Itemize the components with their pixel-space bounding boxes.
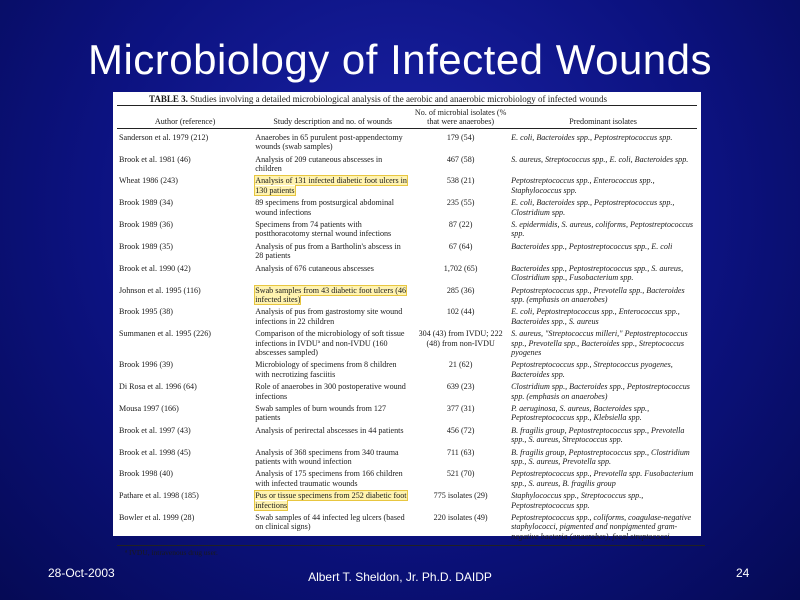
cell-study-text: Specimens from 74 patients with postthoracotomy sternal wound infections bbox=[255, 220, 392, 239]
cell-predominant bbox=[509, 359, 697, 381]
cell-predominant-text: Peptostreptococcus spp., Streptococcus pyogenes, Bacteroides spp. bbox=[511, 360, 673, 379]
cell-predominant-text: Peptostreptococcus spp., coliforms, coagulase-negative staphylococci, pigmented and nonpigmented gram-negative bacteria (anaerobes), fecal streptococci bbox=[511, 513, 692, 541]
cell-study-text: Analysis of 131 infected diabetic foot ulcers in 130 patients bbox=[255, 176, 407, 195]
cell-author-text: Brook et al. 1997 (43) bbox=[119, 425, 191, 435]
cell-study bbox=[253, 359, 412, 381]
table-row bbox=[117, 153, 697, 175]
cell-study-text: Comparison of the microbiology of soft tissue infections in IVDUª and non-IVDU (160 abscesses sampled) bbox=[255, 329, 405, 357]
table-row bbox=[117, 468, 697, 490]
cell-predominant bbox=[509, 306, 697, 328]
cell-isolates bbox=[412, 424, 509, 446]
cell-isolates bbox=[412, 284, 509, 306]
cell-study-text: Swab samples from 43 diabetic foot ulcers (46 infected sites) bbox=[255, 285, 407, 304]
cell-author-text: Brook 1998 (40) bbox=[119, 469, 173, 479]
cell-isolates bbox=[412, 262, 509, 284]
cell-author bbox=[117, 468, 253, 490]
cell-author bbox=[117, 197, 253, 219]
cell-author bbox=[117, 512, 253, 543]
cell-isolates-text: 285 (36) bbox=[446, 285, 475, 295]
cell-predominant bbox=[509, 262, 697, 284]
cell-predominant-text: Bacteroides spp., Peptostreptococcus spp., E. coli bbox=[511, 241, 673, 251]
cell-isolates-text: 179 (54) bbox=[446, 132, 475, 142]
table-row bbox=[117, 359, 697, 381]
table-row bbox=[117, 446, 697, 468]
cell-isolates-text: 235 (55) bbox=[446, 198, 475, 208]
cell-study-text: Analysis of pus from a Bartholin's abscess in 28 patients bbox=[255, 241, 401, 261]
cell-author-text: Di Rosa et al. 1996 (64) bbox=[119, 382, 197, 392]
studies-table bbox=[117, 105, 697, 543]
cell-study bbox=[253, 328, 412, 359]
cell-author bbox=[117, 262, 253, 284]
footer-date: 28-Oct-2003 bbox=[48, 566, 115, 580]
cell-isolates bbox=[412, 512, 509, 543]
cell-author-text: Mousa 1997 (166) bbox=[119, 403, 179, 413]
cell-predominant-text: S. epidermidis, S. aureus, coliforms, Peptostreptococcus spp. bbox=[511, 220, 694, 239]
cell-isolates-text: 220 isolates (49) bbox=[433, 513, 488, 523]
cell-author bbox=[117, 359, 253, 381]
cell-author bbox=[117, 424, 253, 446]
cell-predominant-text: P. aeruginosa, S. aureus, Bacteroides spp., Peptostreptococcus spp., Klebsiella spp. bbox=[511, 403, 650, 423]
cell-study bbox=[253, 306, 412, 328]
cell-predominant-text: Staphylococcus spp., Streptococcus spp., Peptostreptococcus spp. bbox=[511, 491, 644, 510]
cell-predominant bbox=[509, 512, 697, 543]
cell-predominant bbox=[509, 197, 697, 219]
table-caption bbox=[113, 92, 701, 105]
cell-predominant bbox=[509, 328, 697, 359]
cell-isolates-text: 21 (62) bbox=[448, 360, 473, 370]
table-row bbox=[117, 219, 697, 241]
cell-predominant bbox=[509, 219, 697, 241]
cell-study-text: 89 specimens from postsurgical abdominal wound infections bbox=[255, 198, 394, 217]
table-footnote: ª IVDU, intravenous drug user. bbox=[117, 545, 705, 557]
cell-study-text: Pus or tissue specimens from 252 diabetic foot infections bbox=[255, 491, 407, 510]
cell-isolates bbox=[412, 219, 509, 241]
cell-author-text: Brook et al. 1990 (42) bbox=[119, 263, 191, 273]
table-row bbox=[117, 128, 697, 153]
cell-predominant-text: E. coli, Bacteroides spp., Peptostreptococcus spp. bbox=[511, 132, 673, 142]
table-row bbox=[117, 284, 697, 306]
cell-author bbox=[117, 219, 253, 241]
table-row bbox=[117, 424, 697, 446]
cell-isolates-text: 521 (70) bbox=[446, 469, 475, 479]
cell-predominant-text: S. aureus, Streptococcus spp., E. coli, Bacteroides spp. bbox=[511, 154, 689, 164]
cell-predominant bbox=[509, 446, 697, 468]
table-caption-label: TABLE 3. bbox=[149, 94, 188, 104]
cell-isolates-text: 639 (23) bbox=[446, 382, 475, 392]
table-row bbox=[117, 328, 697, 359]
cell-isolates-text: 102 (44) bbox=[446, 307, 475, 317]
cell-predominant-text: B. fragilis group, Peptostreptococcus spp., Clostridium spp., S. aureus, Prevotella spp. bbox=[511, 447, 690, 466]
cell-predominant-text: B. fragilis group, Peptostreptococcus spp., Prevotella spp., S. aureus, Streptococcus spp. bbox=[511, 425, 685, 445]
cell-study bbox=[253, 128, 412, 153]
cell-author bbox=[117, 381, 253, 403]
cell-study bbox=[253, 490, 412, 512]
table-image bbox=[113, 92, 701, 557]
table-row bbox=[117, 240, 697, 262]
cell-author bbox=[117, 284, 253, 306]
cell-isolates bbox=[412, 381, 509, 403]
header-author: Author (reference) bbox=[117, 106, 253, 129]
cell-predominant bbox=[509, 424, 697, 446]
table-row bbox=[117, 175, 697, 197]
cell-author-text: Brook 1996 (39) bbox=[119, 360, 173, 370]
table-row bbox=[117, 262, 697, 284]
cell-isolates bbox=[412, 240, 509, 262]
cell-predominant bbox=[509, 128, 697, 153]
cell-predominant-text: E. coli, Peptostreptococcus spp., Enterococcus spp., Bacteroides spp., S. aureus bbox=[511, 307, 680, 326]
cell-study-text: Analysis of 368 specimens from 340 trauma patients with wound infection bbox=[255, 447, 399, 466]
cell-author bbox=[117, 240, 253, 262]
cell-isolates-text: 67 (64) bbox=[448, 241, 473, 251]
page-number: 24 bbox=[736, 566, 750, 580]
cell-study bbox=[253, 284, 412, 306]
cell-author-text: Brook 1989 (36) bbox=[119, 220, 173, 230]
cell-isolates-text: 775 isolates (29) bbox=[433, 491, 488, 501]
cell-study-text: Swab samples of 44 infected leg ulcers (based on clinical signs) bbox=[255, 513, 405, 532]
header-predominant: Predominant isolates bbox=[509, 106, 697, 129]
cell-study-text: Anaerobes in 65 purulent post-appendectomy wounds (swab samples) bbox=[255, 132, 403, 152]
cell-isolates-text: 87 (22) bbox=[448, 220, 473, 230]
cell-predominant bbox=[509, 240, 697, 262]
cell-study bbox=[253, 468, 412, 490]
cell-author bbox=[117, 328, 253, 359]
cell-isolates-text: 711 (63) bbox=[446, 447, 475, 457]
cell-predominant bbox=[509, 284, 697, 306]
header-isolates: No. of microbial isolates (% that were anaerobes) bbox=[412, 106, 509, 129]
cell-predominant-text: S. aureus, "Streptococcus milleri," Peptostreptococcus spp., Prevotella spp., Bacteroides spp., Streptococcus pyogenes bbox=[511, 329, 688, 357]
cell-isolates bbox=[412, 197, 509, 219]
table-body bbox=[117, 128, 697, 542]
cell-author-text: Johnson et al. 1995 (116) bbox=[119, 285, 201, 295]
cell-isolates-text: 377 (31) bbox=[446, 403, 475, 413]
cell-study bbox=[253, 175, 412, 197]
cell-author bbox=[117, 128, 253, 153]
table-caption-text: Studies involving a detailed microbiological analysis of the aerobic and anaerobic microbiology of infected wounds bbox=[190, 94, 607, 104]
table-header-row bbox=[117, 106, 697, 129]
cell-author-text: Brook et al. 1998 (45) bbox=[119, 447, 191, 457]
cell-author-text: Summanen et al. 1995 (226) bbox=[119, 329, 211, 339]
header-study: Study description and no. of wounds bbox=[253, 106, 412, 129]
table-row bbox=[117, 381, 697, 403]
cell-study bbox=[253, 402, 412, 424]
cell-author bbox=[117, 153, 253, 175]
cell-isolates-text: 467 (58) bbox=[446, 154, 475, 164]
cell-predominant-text: Peptostreptococcus spp., Prevotella spp. Fusobacterium spp., S. aureus, B. fragilis group bbox=[511, 469, 694, 488]
cell-isolates bbox=[412, 175, 509, 197]
cell-study-text: Role of anaerobes in 300 postoperative wound infections bbox=[255, 382, 406, 401]
cell-study bbox=[253, 262, 412, 284]
cell-author-text: Pathare et al. 1998 (185) bbox=[119, 491, 199, 501]
cell-isolates bbox=[412, 359, 509, 381]
cell-study bbox=[253, 424, 412, 446]
cell-author-text: Brook 1995 (38) bbox=[119, 307, 173, 317]
cell-study bbox=[253, 240, 412, 262]
cell-predominant bbox=[509, 402, 697, 424]
cell-isolates bbox=[412, 490, 509, 512]
cell-isolates bbox=[412, 446, 509, 468]
cell-study bbox=[253, 512, 412, 543]
cell-isolates bbox=[412, 306, 509, 328]
table-row bbox=[117, 197, 697, 219]
table-row bbox=[117, 512, 697, 543]
cell-predominant-text: Clostridium spp., Bacteroides spp., Peptostreptococcus spp. (emphasis on anaerobes) bbox=[511, 382, 690, 401]
cell-study-text: Analysis of 175 specimens from 166 children with infected traumatic wounds bbox=[255, 469, 403, 488]
cell-predominant-text: Peptostreptococcus spp., Enterococcus spp., Staphylococcus spp. bbox=[511, 176, 655, 195]
cell-author bbox=[117, 402, 253, 424]
cell-author bbox=[117, 446, 253, 468]
cell-author-text: Sanderson et al. 1979 (212) bbox=[119, 132, 209, 142]
cell-isolates-text: 304 (43) from IVDU; 222 (48) from non-IVDU bbox=[418, 329, 503, 348]
cell-predominant-text: Peptostreptococcus spp., Prevotella spp., Bacteroides spp. (emphasis on anaerobes) bbox=[511, 285, 685, 304]
cell-isolates-text: 456 (72) bbox=[446, 425, 475, 435]
cell-predominant bbox=[509, 153, 697, 175]
cell-author-text: Brook 1989 (35) bbox=[119, 241, 173, 251]
table-row bbox=[117, 402, 697, 424]
cell-isolates-text: 1,702 (65) bbox=[443, 263, 478, 273]
cell-predominant bbox=[509, 490, 697, 512]
cell-author bbox=[117, 175, 253, 197]
cell-study bbox=[253, 153, 412, 175]
cell-study bbox=[253, 197, 412, 219]
cell-isolates bbox=[412, 328, 509, 359]
cell-author-text: Brook 1989 (34) bbox=[119, 198, 173, 208]
cell-isolates bbox=[412, 128, 509, 153]
cell-isolates-text: 538 (21) bbox=[446, 176, 475, 186]
cell-study bbox=[253, 446, 412, 468]
table-row bbox=[117, 490, 697, 512]
cell-author bbox=[117, 306, 253, 328]
table-row bbox=[117, 306, 697, 328]
cell-predominant-text: E. coli, Bacteroides spp., Peptostreptococcus spp., Clostridium spp. bbox=[511, 198, 675, 217]
cell-author-text: Wheat 1986 (243) bbox=[119, 176, 178, 186]
cell-study-text: Analysis of 676 cutaneous abscesses bbox=[255, 263, 374, 273]
cell-isolates bbox=[412, 402, 509, 424]
cell-study-text: Analysis of perirectal abscesses in 44 patients bbox=[255, 425, 404, 435]
footer-author: Albert T. Sheldon, Jr. Ph.D. DAIDP bbox=[308, 570, 492, 584]
cell-study-text: Analysis of pus from gastrostomy site wound infections in 22 children bbox=[255, 307, 403, 326]
cell-study-text: Swab samples of burn wounds from 127 patients bbox=[255, 403, 387, 423]
cell-isolates bbox=[412, 468, 509, 490]
cell-study-text: Microbiology of specimens from 8 children with necrotizing fasciitis bbox=[255, 360, 397, 379]
cell-study bbox=[253, 381, 412, 403]
cell-study bbox=[253, 219, 412, 241]
cell-author bbox=[117, 490, 253, 512]
cell-predominant bbox=[509, 381, 697, 403]
cell-isolates bbox=[412, 153, 509, 175]
cell-author-text: Brook et al. 1981 (46) bbox=[119, 154, 191, 164]
slide-title: Microbiology of Infected Wounds bbox=[87, 36, 713, 83]
cell-predominant-text: Bacteroides spp., Peptostreptococcus spp., S. aureus, Clostridium spp., Fusobacterium spp. bbox=[511, 263, 684, 283]
cell-author-text: Bowler et al. 1999 (28) bbox=[119, 513, 195, 523]
cell-predominant bbox=[509, 175, 697, 197]
cell-study-text: Analysis of 209 cutaneous abscesses in children bbox=[255, 154, 383, 174]
cell-predominant bbox=[509, 468, 697, 490]
